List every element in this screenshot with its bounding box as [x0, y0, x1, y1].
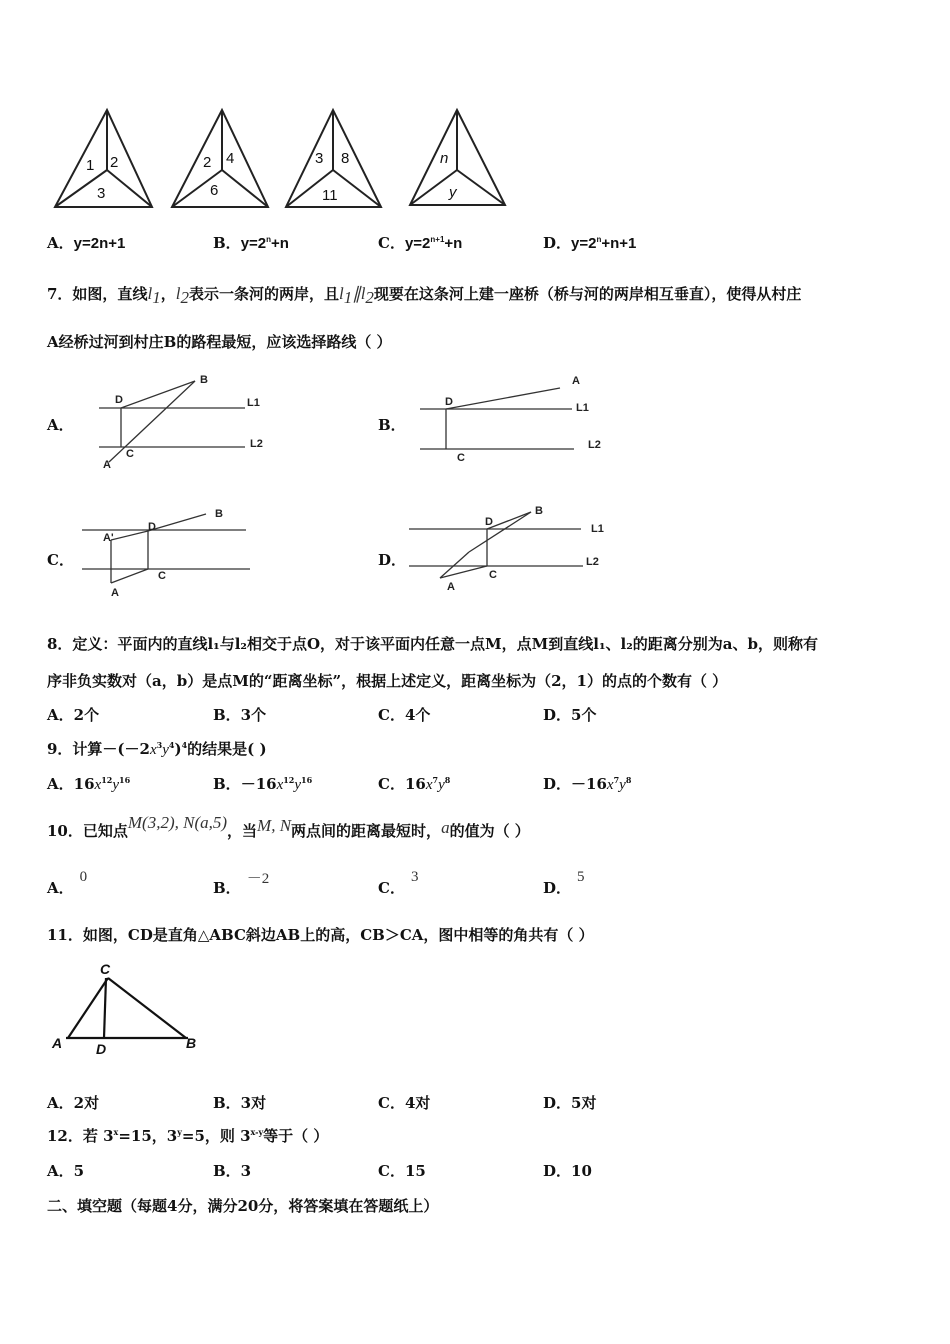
q11-label-d: D [96, 1041, 107, 1057]
q6-t1-left: 1 [86, 157, 95, 174]
q7c-label-a1: A' [103, 532, 114, 544]
q7d-label-d: D [485, 516, 493, 528]
q6-t1-right: 2 [110, 154, 119, 171]
q12-option-a[interactable]: A．5 [47, 1162, 85, 1180]
q10-option-d[interactable]: D．5 [543, 869, 585, 897]
q6-option-d[interactable]: D．$y=2^n+n+1$ [543, 234, 637, 252]
q6-t3-left: 3 [315, 150, 324, 167]
q12-option-d[interactable]: D．10 [543, 1162, 592, 1180]
q8-option-a[interactable]: A．2个 [47, 706, 100, 724]
q10-option-c[interactable]: C．3 [378, 869, 419, 897]
q11-label-b: B [186, 1035, 197, 1051]
q7b-label-d: D [445, 396, 453, 408]
q6-t3-right: 8 [341, 150, 350, 167]
q7d-label-l2: L2 [586, 556, 599, 568]
q9-stem: 9．计算$-(-2x^3y^4)^4$的结果是( ) [47, 740, 267, 758]
q7d-label-a: A [447, 581, 455, 593]
q7a-label-d: D [115, 394, 123, 406]
q7-stem-line1: 7．如图，直线$l_1$，$l_2$表示一条河的两岸，且$l_1\parallel l_2$现要在这条河上建一座桥（桥与河的两岸相互垂直），使得从村庄 [47, 284, 802, 307]
q11-option-b[interactable]: B．3对 [213, 1094, 267, 1112]
q7-figure-d [405, 502, 615, 598]
q7-figure-a [95, 372, 275, 472]
q7a-label-a: A [103, 459, 111, 471]
q7d-label-c: C [489, 569, 497, 581]
q10-option-b[interactable]: B． －2 [213, 871, 270, 897]
q7a-label-l1: L1 [247, 397, 260, 409]
q6-triangle-figures [50, 105, 510, 215]
q7a-label-b: B [200, 374, 208, 386]
q8-option-c[interactable]: C．4个 [378, 706, 431, 724]
q12-option-b[interactable]: B．3 [213, 1162, 252, 1180]
q11-option-a[interactable]: A．2对 [47, 1094, 100, 1112]
q7a-label-l2: L2 [250, 438, 263, 450]
q11-label-a: A [52, 1035, 63, 1051]
q6-option-b[interactable]: B．$y=2^n+n$ [213, 234, 289, 252]
q7b-label-l1: L1 [576, 402, 589, 414]
q6-t4-n: n [440, 150, 449, 167]
q6-t4-y: y [449, 184, 457, 201]
q7-option-a[interactable]: A． [47, 416, 74, 434]
q7c-label-a: A [111, 587, 119, 599]
q10-option-a[interactable]: A．0 [47, 869, 88, 897]
q7b-label-l2: L2 [588, 439, 601, 451]
q12-option-c[interactable]: C．15 [378, 1162, 426, 1180]
q8-stem-line2: 序非负实数对（a，b）是点M的“距离坐标”，根据上述定义，距离坐标为（2，1）的点的个数有（ ） [47, 672, 728, 690]
section-heading-fill-in: 二、填空题（每题4分，满分20分，将答案填在答题纸上） [47, 1197, 439, 1215]
q7a-label-c: C [126, 448, 134, 460]
q9-option-c[interactable]: C．$16x^7y^8$ [378, 775, 451, 793]
q6-t2-bottom: 6 [210, 182, 219, 199]
q7d-label-l1: L1 [591, 523, 604, 535]
q6-t2-left: 2 [203, 154, 212, 171]
q9-option-d[interactable]: D．$-16x^7y^8$ [543, 775, 632, 793]
q9-option-a[interactable]: A．$16x^{12}y^{16}$ [47, 775, 131, 793]
q11-stem: 11．如图，CD是直角△ABC斜边AB上的高，CB＞CA，图中相等的角共有（ ） [47, 926, 594, 944]
q8-stem-line1: 8．定义：平面内的直线l₁与l₂相交于点O，对于该平面内任意一点M，点M到直线l₁、l₂的距离分别为a、b，则称有 [47, 635, 818, 653]
q6-option-a[interactable]: A．y=2n+1 [47, 234, 126, 252]
q8-option-d[interactable]: D．5个 [543, 706, 597, 724]
q12-stem: 12．若 $3^x=15$，$3^y=5$，则 3$^{x-y}$等于（ ） [47, 1127, 329, 1145]
q7b-label-a: A [572, 375, 580, 387]
q7c-label-c: C [158, 570, 166, 582]
q6-t1-bottom: 3 [97, 185, 106, 202]
q11-option-d[interactable]: D．5对 [543, 1094, 597, 1112]
q9-option-b[interactable]: B．$-16x^{12}y^{16}$ [213, 775, 313, 793]
q7-option-b[interactable]: B． [378, 416, 406, 434]
q6-option-c[interactable]: C．$y=2^{n+1}+n$ [378, 234, 463, 252]
q7c-label-d: D [148, 521, 156, 533]
q7-option-d[interactable]: D． [378, 551, 407, 569]
q11-label-c: C [100, 961, 111, 977]
q11-option-c[interactable]: C．4对 [378, 1094, 431, 1112]
q7-figure-c [78, 505, 258, 600]
q10-stem: 10．已知点M(3,2), N(a,5)，当M, N两点间的距离最短时，a的值为（ ） [47, 813, 530, 840]
q7-stem-line2: A经桥过河到村庄B的路程最短，应该选择路线（ ） [47, 333, 392, 351]
q7c-label-b: B [215, 508, 223, 520]
q7-figure-b [412, 372, 612, 467]
q6-t3-bottom: 11 [322, 187, 338, 204]
q11-triangle-figure [50, 958, 210, 1058]
q8-option-b[interactable]: B．3个 [213, 706, 267, 724]
q6-t2-right: 4 [226, 150, 235, 167]
q7-option-c[interactable]: C． [47, 551, 74, 569]
q7d-label-b: B [535, 505, 543, 517]
q7b-label-c: C [457, 452, 465, 464]
